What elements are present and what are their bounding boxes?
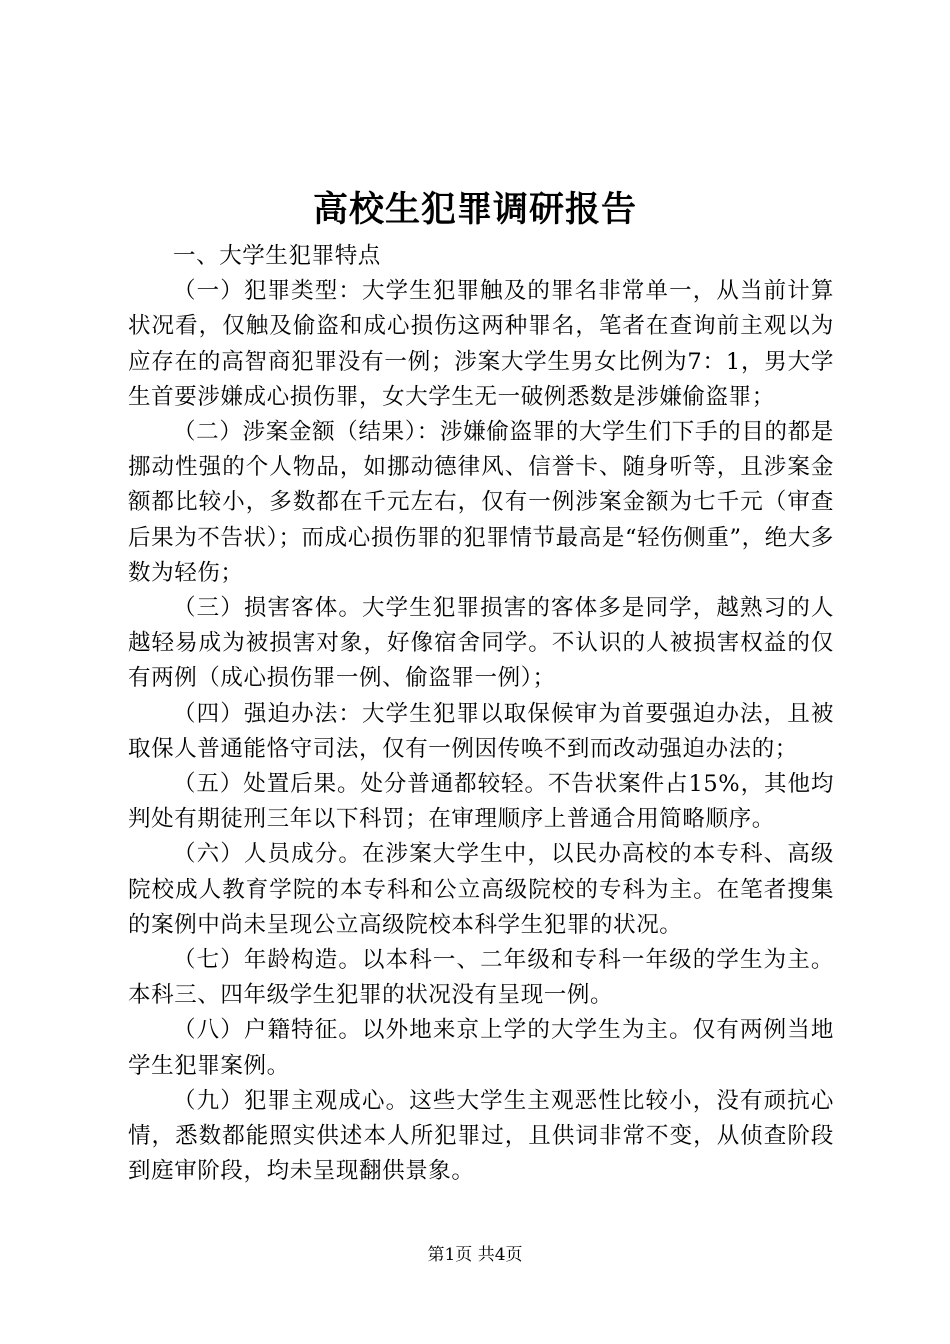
document-title: 高校生犯罪调研报告 [312,189,637,230]
paragraph-8: （八）户籍特征。以外地来京上学的大学生为主。仅有两例当地学生犯罪案例。 [128,1017,834,1079]
paragraph-4: （四）强迫办法：大学生犯罪以取保候审为首要强迫办法，且被取保人普通能恪守司法，仅有一例因传唤不到而改动强迫办法的； [128,700,834,762]
section-heading: 一、大学生犯罪特点 [173,243,381,269]
page-number-footer: 第1页 共4页 [427,1245,523,1265]
paragraph-1: （一）犯罪类型：大学生犯罪触及的罪名非常单一，从当前计算状况看，仅触及偷盗和成心损伤这两种罪名，笔者在查询前主观以为应存在的高智商犯罪没有一例；涉案大学生男女比例为7：1，男大学生首要涉嫌成心损伤罪，女大学生无一破例悉数是涉嫌偷盗罪； [128,278,834,410]
paragraph-2: （二）涉案金额（结果）：涉嫌偷盗罪的大学生们下手的目的都是挪动性强的个人物品，如挪动德律风、信誉卡、随身听等，且涉案金额都比较小，多数都在千元左右，仅有一例涉案金额为七千元（审查后果为不告状）；而成心损伤罪的犯罪情节最高是“轻伤侧重”，绝大多数为轻伤； [128,419,834,586]
paragraph-6: （六）人员成分。在涉案大学生中，以民办高校的本专科、高级院校成人教育学院的本专科和公立高级院校的专科为主。在笔者搜集的案例中尚未呈现公立高级院校本科学生犯罪的状况。 [128,841,834,938]
paragraph-5: （五）处置后果。处分普通都较轻。不告状案件占15%，其他均判处有期徒刑三年以下科罚；在审理顺序上普通合用简略顺序。 [128,771,834,833]
paragraph-3: （三）损害客体。大学生犯罪损害的客体多是同学，越熟习的人越轻易成为被损害对象，好像宿舍同学。不认识的人被损害权益的仅有两例（成心损伤罪一例、偷盗罪一例）； [128,595,834,692]
paragraph-7: （七）年龄构造。以本科一、二年级和专科一年级的学生为主。本科三、四年级学生犯罪的状况没有呈现一例。 [128,947,834,1009]
paragraph-9: （九）犯罪主观成心。这些大学生主观恶性比较小，没有顽抗心情，悉数都能照实供述本人所犯罪过，且供词非常不变，从侦查阶段到庭审阶段，均未呈现翻供景象。 [128,1087,834,1185]
document-body [128,239,834,1189]
